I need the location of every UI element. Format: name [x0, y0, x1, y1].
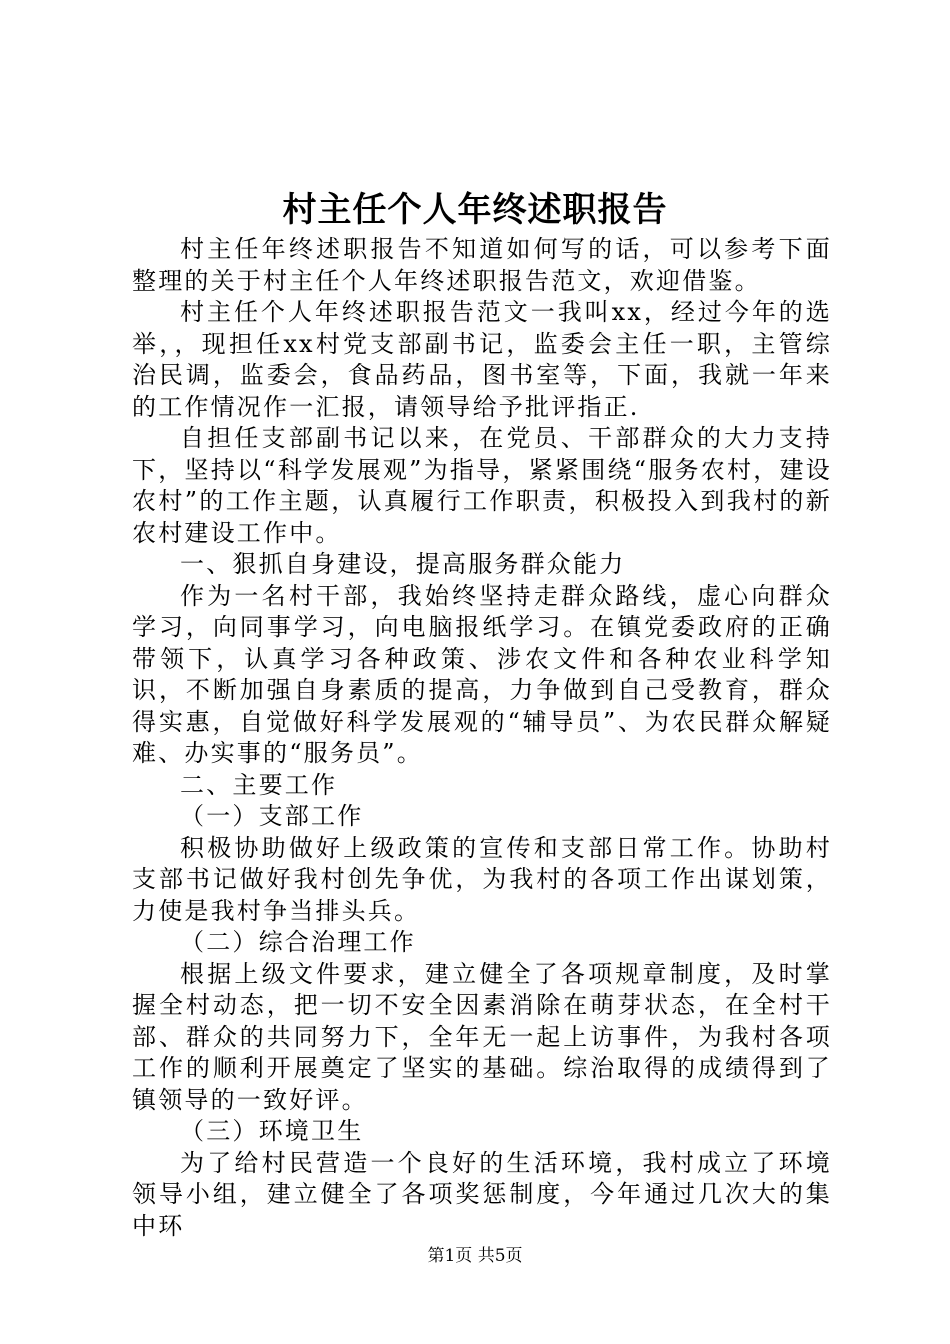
paragraph-branch-work: 积极协助做好上级政策的宣传和支部日常工作。协助村支部书记做好我村创先争优，为我村的各项工作出谋划策，力使是我村争当排头兵。 — [132, 833, 832, 925]
paragraph-intro: 村主任年终述职报告不知道如何写的话，可以参考下面整理的关于村主任个人年终述职报告范文，欢迎借鉴。 — [132, 235, 832, 295]
document-body — [132, 234, 832, 1242]
subsection-heading-2: （二）综合治理工作 — [180, 928, 416, 956]
page-footer: 第1页 共5页 — [427, 1246, 523, 1266]
paragraph-environment: 为了给村民营造一个良好的生活环境，我村成立了环境领导小组，建立健全了各项奖惩制度，今年通过几次大的集中环 — [132, 1148, 832, 1240]
paragraph-governance: 根据上级文件要求，建立健全了各项规章制度，及时掌握全村动态，把一切不安全因素消除在萌芽状态，在全村干部、群众的共同努力下，全年无一起上访事件，为我村各项工作的顺利开展奠定了坚实的基础。综治取得的成绩得到了镇领导的一致好评。 — [132, 959, 832, 1114]
section-heading-2: 二、主要工作 — [180, 770, 338, 799]
subsection-heading-1: （一）支部工作 — [180, 802, 364, 830]
section-heading-1: 一、狠抓自身建设，提高服务群众能力 — [180, 550, 626, 578]
paragraph-self-building: 作为一名村干部，我始终坚持走群众路线，虚心向群众学习，向同事学习，向电脑报纸学习。在镇党委政府的正确带领下，认真学习各种政策、涉农文件和各种农业科学知识，不断加强自身素质的提高，力争做到自己受教育，群众得实惠，自觉做好科学发展观的“辅导员”、为农民群众解疑难、办实事的“服务员”。 — [132, 581, 832, 767]
paragraph-overview: 自担任支部副书记以来，在党员、干部群众的大力支持下，坚持以“科学发展观”为指导，紧紧围绕“服务农村，建设农村”的工作主题，认真履行工作职责，积极投入到我村的新农村建设工作中。 — [132, 424, 832, 547]
document-title: 村主任个人年终述职报告 — [282, 190, 668, 230]
subsection-heading-3: （三）环境卫生 — [180, 1117, 364, 1145]
paragraph-self-introduction: 村主任个人年终述职报告范文一我叫xx，经过今年的选举，，现担任xx村党支部副书记，监委会主任一职，主管综治民调，监委会，食品药品，图书室等，下面，我就一年来的工作情况作一汇报，请领导给予批评指正. — [132, 298, 832, 421]
